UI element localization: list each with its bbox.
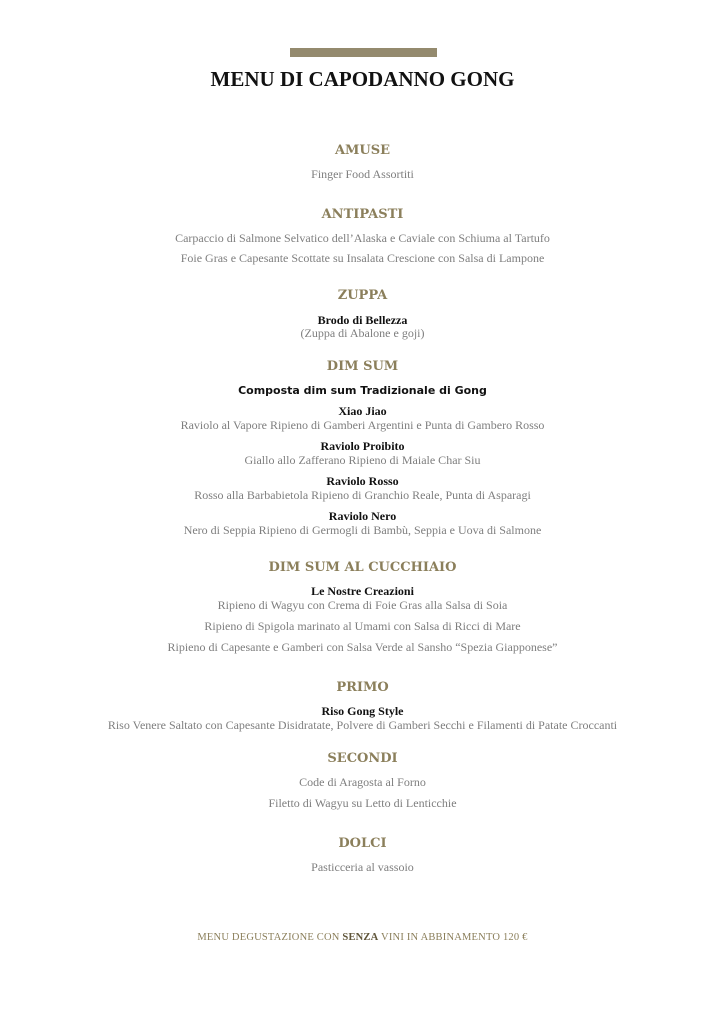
section-heading-zuppa: ZUPPA	[337, 288, 388, 303]
dish-description: (Zuppa di Abalone e goji)	[300, 326, 425, 340]
section-heading-amuse: AMUSE	[334, 143, 391, 158]
dish-description: Riso Venere Saltato con Capesante Disidratate, Polvere di Gamberi Secchi e Filamenti di Patate Croccanti	[107, 718, 618, 732]
dish-description: Rosso alla Barbabietola Ripieno di Granchio Reale, Punta di Asparagi	[194, 488, 531, 502]
menu-item: Code di Aragosta al Forno	[299, 775, 426, 789]
menu-item: Pasticceria al vassoio	[311, 860, 414, 874]
section-subheading: Le Nostre Creazioni	[311, 584, 414, 598]
dish-name: Xiao Jiao	[338, 404, 387, 418]
section-heading-antipasti: ANTIPASTI	[321, 207, 404, 222]
menu-item: Ripieno di Wagyu con Crema di Foie Gras alla Salsa di Soia	[217, 598, 508, 612]
footer-price-note	[0, 931, 725, 945]
dish-name: Brodo di Bellezza	[317, 313, 408, 327]
top-decorative-bar	[290, 48, 437, 57]
dish-name: Riso Gong Style	[321, 704, 404, 718]
section-heading-dolci: DOLCI	[338, 836, 387, 851]
menu-title: MENU DI CAPODANNO GONG	[210, 67, 515, 91]
footer-suffix: VINI IN ABBINAMENTO 120 €	[378, 932, 528, 943]
dish-name: Raviolo Rosso	[326, 474, 399, 488]
menu-item: Carpaccio di Salmone Selvatico dell’Alaska e Caviale con Schiuma al Tartufo	[175, 231, 550, 245]
section-heading-dim-sum: DIM SUM	[326, 359, 399, 374]
dish-name: Raviolo Nero	[328, 509, 397, 523]
footer-emphasis: SENZA	[342, 932, 379, 943]
dish-description: Giallo allo Zafferano Ripieno di Maiale Char Siu	[244, 453, 481, 467]
section-heading-primo: PRIMO	[336, 680, 389, 695]
section-subheading: Composta dim sum Tradizionale di Gong	[238, 384, 487, 397]
menu-item: Finger Food Assortiti	[311, 167, 414, 181]
dish-description: Raviolo al Vapore Ripieno di Gamberi Argentini e Punta di Gambero Rosso	[180, 418, 545, 432]
dish-description: Nero di Seppia Ripieno di Germogli di Bambù, Seppia e Uova di Salmone	[183, 523, 542, 537]
footer-prefix: MENU DEGUSTAZIONE CON	[197, 932, 343, 943]
menu-item: Ripieno di Spigola marinato al Umami con Salsa di Ricci di Mare	[204, 619, 521, 633]
menu-item: Filetto di Wagyu su Letto di Lenticchie	[268, 796, 457, 810]
menu-item: Ripieno di Capesante e Gamberi con Salsa Verde al Sansho “Spezia Giapponese”	[167, 640, 558, 654]
menu-item: Foie Gras e Capesante Scottate su Insalata Crescione con Salsa di Lampone	[180, 251, 545, 265]
section-heading-dim-sum-al-cucchiaio: DIM SUM AL CUCCHIAIO	[268, 560, 457, 575]
section-heading-secondi: SECONDI	[327, 751, 398, 766]
dish-name: Raviolo Proibito	[320, 439, 405, 453]
